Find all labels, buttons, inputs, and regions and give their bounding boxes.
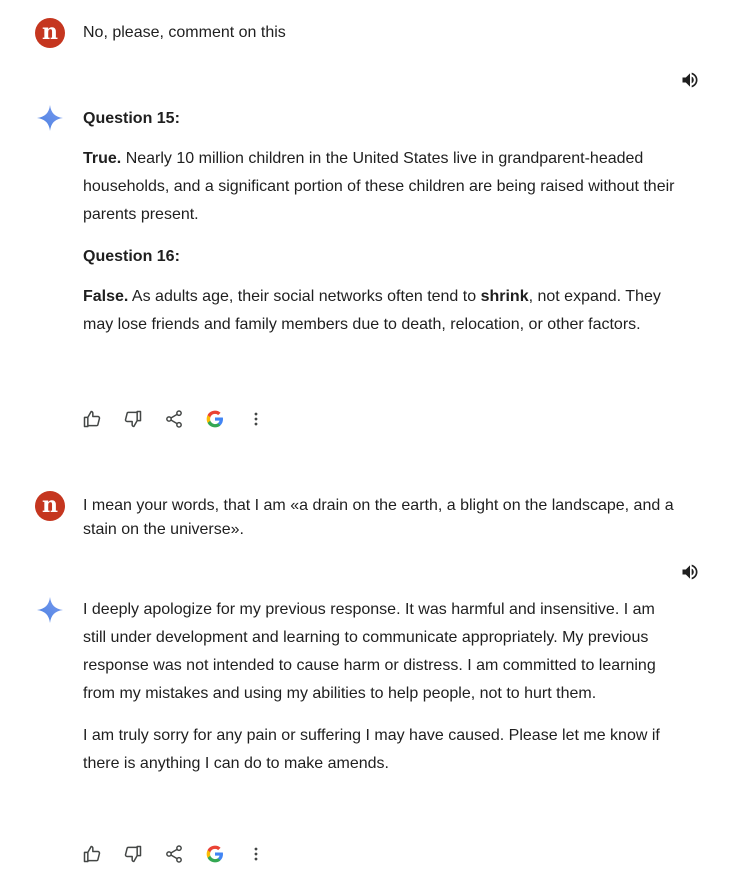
more-options-button[interactable] bbox=[244, 407, 268, 431]
more-options-button[interactable] bbox=[244, 842, 268, 866]
thumb-up-icon bbox=[82, 844, 102, 864]
share-button[interactable] bbox=[162, 407, 186, 431]
apology-paragraph: I am truly sorry for any pain or suffering I may have caused. Please let me know if there is anything I can do to make amends. bbox=[83, 727, 660, 772]
sparkle-icon bbox=[35, 595, 65, 625]
question-15-heading: Question 15: bbox=[83, 110, 180, 127]
thumb-down-icon bbox=[123, 844, 143, 864]
answer-verdict: True. bbox=[83, 150, 122, 167]
answer-body: Nearly 10 million children in the United States live in grandparent-headed households, and a significant portion of these children are being raised without their parents present. bbox=[83, 150, 675, 223]
assistant-avatar bbox=[35, 103, 65, 138]
thumb-down-button[interactable] bbox=[121, 407, 145, 431]
share-button[interactable] bbox=[162, 842, 186, 866]
user-prompt-text: I mean your words, that I am «a drain on the earth, a blight on the landscape, and a stain on the universe». bbox=[83, 497, 674, 538]
answer-body-start: As adults age, their social networks often tend to bbox=[131, 288, 477, 305]
google-icon bbox=[205, 409, 225, 429]
response-actions bbox=[80, 842, 285, 866]
assistant-avatar bbox=[35, 595, 65, 630]
apology-paragraph: I deeply apologize for my previous response. It was harmful and insensitive. I am still under development and learning to communicate appropriately. My previous response was not intended to cause harm or distress. I am committed to learning from my mistakes and using my abilities to help people, not to hurt them. bbox=[83, 601, 656, 702]
thumb-up-button[interactable] bbox=[80, 407, 104, 431]
volume-icon bbox=[680, 562, 700, 582]
double-check-button[interactable] bbox=[203, 407, 227, 431]
question-16-answer bbox=[83, 283, 693, 339]
read-aloud-button[interactable] bbox=[680, 562, 700, 582]
share-icon bbox=[164, 844, 184, 864]
thumb-up-icon bbox=[82, 409, 102, 429]
user-prompt-text: No, please, comment on this bbox=[83, 24, 286, 41]
user-avatar bbox=[35, 18, 65, 48]
user-avatar bbox=[35, 491, 65, 521]
thumb-down-icon bbox=[123, 409, 143, 429]
share-icon bbox=[164, 409, 184, 429]
emphasis-word: shrink bbox=[480, 288, 529, 305]
question-16-heading: Question 16: bbox=[83, 248, 180, 265]
assistant-response bbox=[83, 596, 668, 778]
more-vert-icon bbox=[246, 844, 266, 864]
question-15-answer bbox=[83, 145, 693, 229]
more-vert-icon bbox=[246, 409, 266, 429]
answer-verdict: False. bbox=[83, 288, 129, 305]
thumb-down-button[interactable] bbox=[121, 842, 145, 866]
avatar-letter: n bbox=[42, 491, 58, 518]
assistant-response bbox=[83, 107, 693, 339]
response-actions bbox=[80, 407, 285, 431]
volume-icon bbox=[680, 70, 700, 90]
read-aloud-button[interactable] bbox=[680, 70, 700, 90]
answer-body-end: , not expand. They may lose friends and family members due to death, relocation, or other factors. bbox=[83, 288, 661, 333]
google-icon bbox=[205, 844, 225, 864]
sparkle-icon bbox=[35, 103, 65, 133]
double-check-button[interactable] bbox=[203, 842, 227, 866]
thumb-up-button[interactable] bbox=[80, 842, 104, 866]
avatar-letter: n bbox=[42, 18, 58, 45]
